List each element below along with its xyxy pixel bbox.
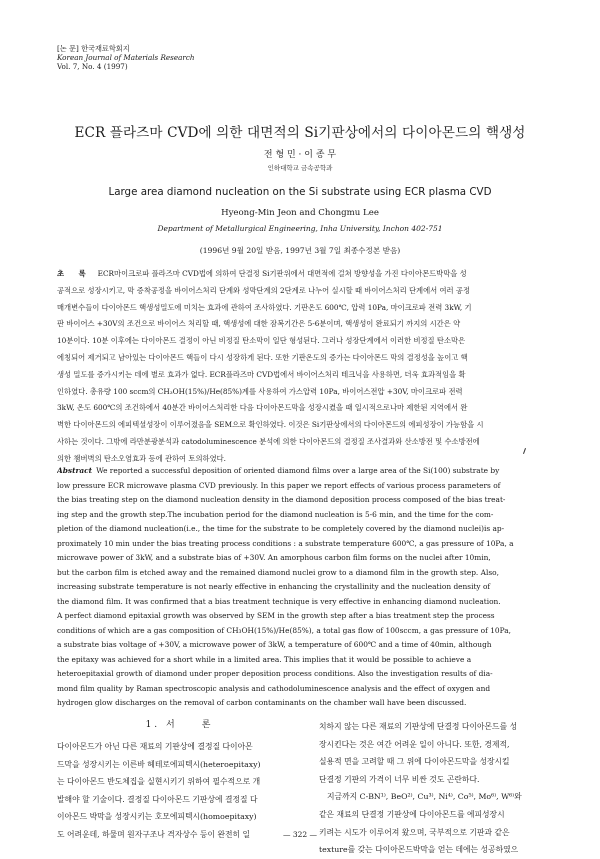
abstract-en-line: mond film quality by Raman spectroscopic analysis and cathodoluminescence analysis and the effect of oxygen and <box>57 683 491 693</box>
abstract-en-line: increasing substrate temperature is not nearly effective in enhancing the crystallinity and the nucleation density of <box>57 582 491 591</box>
body-line: 같은 재료의 단결정 기판상에 다이아몬드를 에피성장시 <box>319 809 505 819</box>
abstract-kr-line: 인하였다. 총유량 100 sccm의 CH₃OH(15%)/He(85%)계를 사용하여 가스압력 10Pa, 바이어스전압 +30V, 마이크로파 전력 <box>57 386 463 396</box>
paper-title-kr: ECR 플라즈마 CVD에 의한 대면적의 Si기판상에서의 다이아몬드의 핵생성 <box>74 125 526 141</box>
abstract-kr-line: 3kW, 온도 600℃의 조건하에서 40분간 바이어스처리한 다음 다이아몬드막을 성장시켰을 때 일시적으로나마 제한된 지역에서 완 <box>57 403 468 413</box>
abstract-en-line: but the carbon film is etched away and the remained diamond nuclei grow to a diamond film in the growth step. Also, <box>57 567 499 577</box>
abstract-kr-line: 에칭되어 제거되고 남아있는 다이아몬드 핵들이 다시 성장하게 된다. 또한 기판온도의 증가는 다이아몬드 막의 결정성을 높이고 핵 <box>57 352 468 362</box>
body-line: 도 어려운데, 하물며 원자구조나 격자상수 등이 완전히 일 <box>57 829 251 839</box>
body-line: 발해야 할 기술이다. 결정질 다이아몬드 기판상에 결정질 다 <box>57 794 258 804</box>
body-left-column <box>57 712 302 844</box>
body-line: 이아몬드 박막을 성장시키는 호모에피텍시(homoepitaxy) <box>57 812 257 822</box>
paper-title-en: Large area diamond nucleation on the Si substrate using ECR plasma CVD <box>108 186 492 198</box>
section-title: 론 <box>201 720 214 730</box>
received-dates: (1996년 9월 20일 받음, 1997년 3월 7일 최종수정본 받음) <box>199 246 401 255</box>
abstract-en-line: Abstract We reported a successful deposition of oriented diamond films over a large area of the Si(100) substrate by <box>57 466 500 475</box>
abstract-en-line: conditions of which are a gas composition of CH₃OH(15%)/He(85%), a total gas flow of 100sccm, a gas pressure of 10Pa, <box>57 625 512 635</box>
abstract-kr-line: 공적으로 성장시키고, 막 증착공정을 바이어스처리 단계와 성막단계의 2단계로 나누어 실시할 때 바이어스처리 단계에서 여러 공정 <box>57 285 471 295</box>
body-line: 지금까지 C-BN¹⁾, BeO²⁾, Cu³⁾, Ni⁴⁾, Co⁵⁾, Mo⁶⁾, W⁶⁾와 <box>327 792 522 802</box>
abstract-en-line: the diamond film. It was confirmed that a bias treatment technique is very effective in enhancing diamond nucleation. <box>57 596 501 606</box>
abstract-en-line: proximately 10 min under the bias treating process conditions : a substrate temperature 600℃, a gas pressure of 10Pa, a <box>57 538 514 548</box>
body-line: 실용적 면을 고려할 때 그 위에 다이아몬드막을 성장시킬 <box>319 757 510 767</box>
abstract-kr-line: 의한 챔버벽의 탄소오염효과 등에 관하여 토의하였다. <box>57 453 226 463</box>
abstract-kr-line: 매개변수들이 다이아몬드 핵생성밀도에 미치는 효과에 관하여 조사하였다. 기판온도 600℃, 압력 10Pa, 마이크로파 전력 3kW, 기 <box>57 302 472 312</box>
abstract-kr-line: 사하는 것이다. 그밖에 라만분광분석과 catodoluminescence 분석에 의한 다이아몬드의 결정질 조사결과와 산소방전 및 수소방전에 <box>57 436 480 446</box>
abstract-en-line: heteroepitaxial growth of diamond under proper deposition process conditions. Also the investigation results of dia- <box>57 669 493 678</box>
affiliation-kr: 인하대학교 금속공학과 <box>267 164 333 172</box>
section-number: 1. 서 <box>145 720 178 730</box>
body-line: texture를 갖는 다이아몬드박막을 얻는 데에는 성공하였으 <box>319 845 519 855</box>
abstract-kr-line: 10분이다. 10분 이후에는 다이아몬드 결정이 아닌 비정질 탄소막이 일단 형성된다. 그러나 성장단계에서 이러한 비정질 탄소막은 <box>57 336 466 346</box>
abstract-en-line: hydrogen glow discharges on the removal of carbon contaminants on the chamber wall have been discussed. <box>57 698 467 707</box>
abstract-kr-label: 초 록 <box>57 269 92 278</box>
journal-name-en: Korean Journal of Materials Research <box>57 53 195 63</box>
abstract-en <box>57 464 553 711</box>
abstract-en-line: the bias treating step on the diamond nucleation density in the diamond deposition process composed of the bias treat- <box>57 495 506 504</box>
body-line: 는 다이아몬드 반도체집을 실현시키기 위하여 필수적으로 개 <box>57 777 261 787</box>
journal-header <box>57 44 195 72</box>
body-line: 장시킨다는 것은 여간 어려운 일이 아니다. 또한, 경제적, <box>319 739 510 749</box>
journal-volume: Vol. 7, No. 4 (1997) <box>57 62 128 72</box>
section-heading-introduction <box>57 712 302 738</box>
abstract-en-line: A perfect diamond epitaxial growth was observed by SEM in the growth step after a bias treatment step the process <box>57 611 495 620</box>
abstract-kr-line: 판 바이어스 +30V의 조건으로 바이어스 처리할 때, 핵생성에 대한 잠복기간은 5-6분이며, 핵생성이 완료되기 까지의 시간은 약 <box>57 319 461 329</box>
affiliation-en: Department of Metallurgical Engineering, Inha University, Inchon 402-751 <box>157 224 443 233</box>
abstract-en-line: ing step and the growth step.The incubation period for the diamond nucleation is 5-6 min, and the time for the com- <box>57 509 494 519</box>
page-number: — 322 — <box>282 830 318 839</box>
abstract-kr <box>57 266 547 468</box>
abstract-en-line: a substrate bias voltage of +30V, a microwave power of 3kW, a temperature of 600℃ and a time of 40min, although <box>57 640 492 649</box>
body-line: 치하지 않는 다른 재료의 기판상에 단결정 다이아몬드를 성 <box>319 722 518 731</box>
abstract-en-line: microwave power of 3kW, and a substrate bias of +30V. An amorphous carbon film forms on the nuclei after 10min, <box>57 553 491 562</box>
body-line: 키려는 시도가 이루어져 왔으며, 국부적으로 기판과 같은 <box>319 827 510 837</box>
authors-kr: 전 형 민 · 이 종 무 <box>263 150 337 160</box>
journal-name-kr: [논 문] 한국재료학회지 <box>57 44 130 53</box>
abstract-kr-line: 생성 밀도를 증가시키는 데에 별로 효과가 없다. ECR플라즈마 CVD법에서 바이어스처리 테크닉을 사용하면, 더욱 효과적임을 확 <box>57 369 466 379</box>
abstract-en-line: the epitaxy was achieved for a short while in a limited area. This implies that it would be possible to achieve a <box>57 654 472 664</box>
abstract-en-line: low pressure ECR microwave plasma CVD previously. In this paper we report effects of various process parameters of <box>57 480 501 490</box>
body-line: 단결정 기판의 가격이 너무 비싼 것도 곤란하다. <box>319 774 480 784</box>
abstract-en-line: pletion of the diamond nucleation(i.e., the time for the substrate to be completely covered by the diamond nuclei)is ap- <box>57 524 505 533</box>
body-line: 다이아몬드가 아닌 다른 재료의 기판상에 결정질 다이아몬 <box>57 742 253 751</box>
abstract-kr-line: 초 록 ECR마이크로파 플라즈마 CVD법에 의하여 단결정 Si기판위에서 대면적에 걸쳐 방향성을 가진 다이아몬드박막을 성 <box>57 269 467 278</box>
authors-en: Hyeong-Min Jeon and Chongmu Lee <box>221 208 379 218</box>
abstract-kr-line: 벽한 다이아몬드의 에피텍셜성장이 이루어졌음을 SEM으로 확인하였다. 이것은 Si기판상에서의 다이아몬드의 에피성장이 가능함을 시 <box>57 420 484 430</box>
abstract-en-label: Abstract <box>57 466 93 475</box>
body-line: 드막을 성장시키는 이른바 헤테로에피텍시(heteroepitaxy) <box>57 759 261 769</box>
